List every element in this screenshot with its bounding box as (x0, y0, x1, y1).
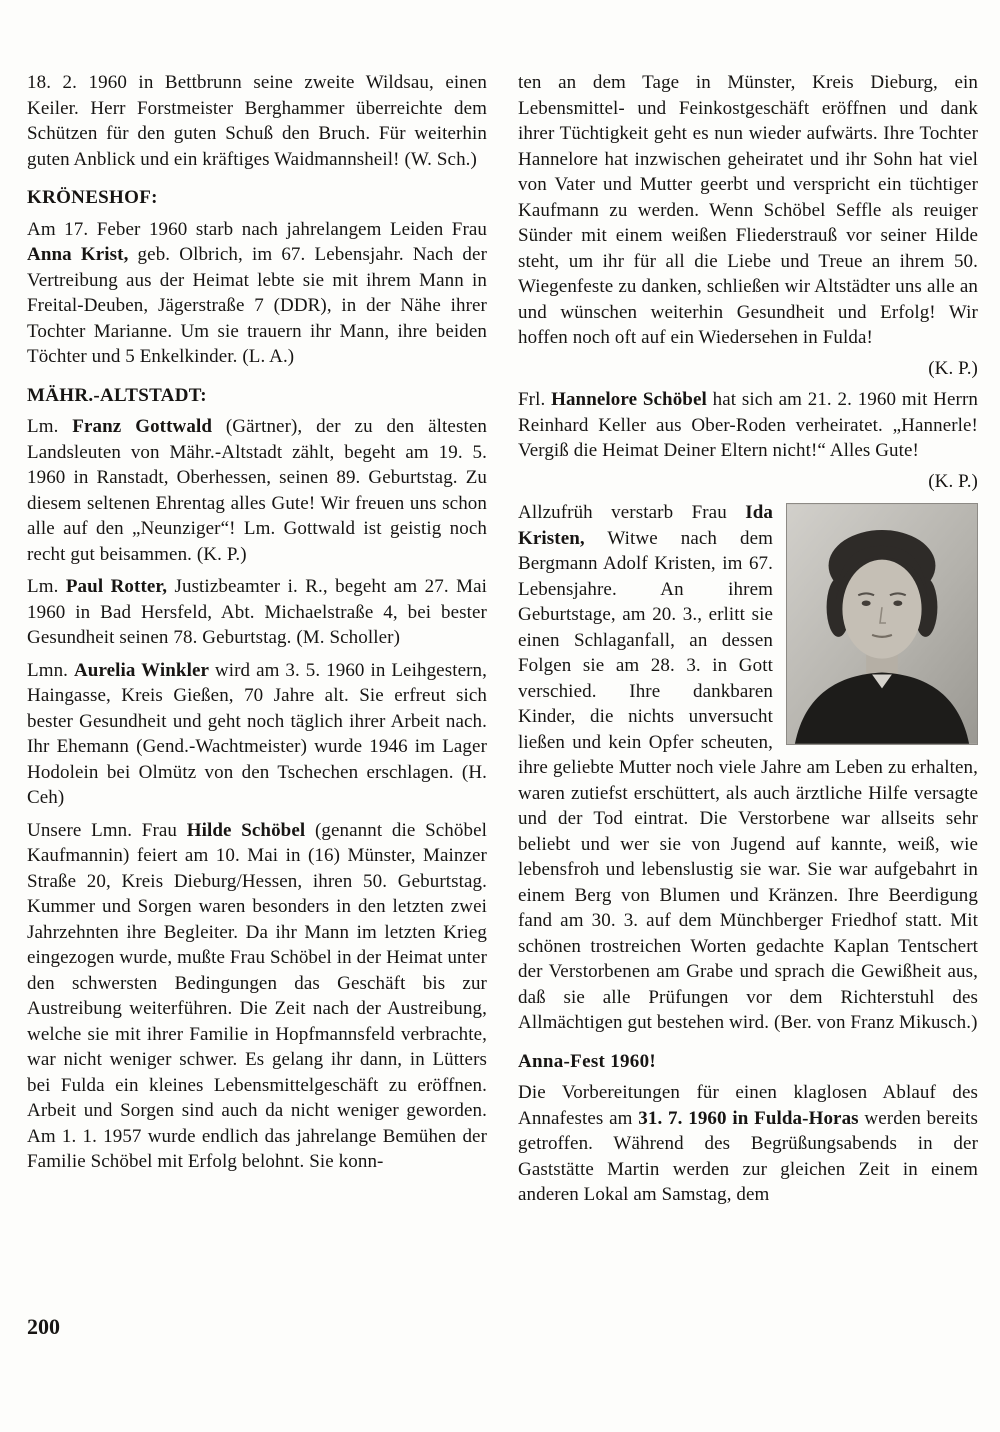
signature: (K. P.) (928, 470, 978, 492)
paragraph (518, 70, 978, 351)
paragraph (27, 818, 487, 1175)
text-run: hat sich am 21. 2. 1960 mit Herrn Reinhard Keller aus Ober-Roden verheiratet. „Hannerle! Vergiß die Heimat Deiner Eltern nicht!“ Alles Gute! (518, 389, 978, 461)
portrait-photo-graphic (787, 504, 977, 744)
section-heading: KRÖNESHOF: (27, 187, 158, 208)
text-run: Lm. (27, 576, 66, 597)
emphasized-name: Ida Kristen, (518, 502, 773, 549)
signature: (K. P.) (928, 357, 978, 379)
portrait-photo (786, 503, 978, 745)
text-run: Witwe nach dem Bergmann Adolf Kristen, im 67. Lebensjahre. An ihrem Geburtstage, am 20. 3., erlitt sie einen Schlaganfall, an dessen Folgen sie am 28. 3. in Gott verschied. Ihre dankbaren Kinder, die nichts unversucht ließen und kein Opfer scheuten, ihre geliebte Mutter noch viele Jahre am Leben zu erhalten, waren zutiefst erschüttert, als auch ärztliche Hilfe versagte und der Tod eintrat. Die Verstorbene war allseits sehr beliebt und wer sie von Jugend auf kannte, weiß, wie lebensfroh und lebenslustig sie war. Sie war aufgebahrt in einem Berg von Blumen und Kränzen. Ihre Beerdigung fand am 30. 3. auf dem Münchberger Friedhof statt. Mit schönen trostreichen Worten gedachte Kaplan Tentschert der Verstorbenen am Grabe und sprach die Gewißheit aus, daß sie alle Prüfungen vor dem Richterstuhl des Allmächtigen gut bestehen wird. (Ber. von Franz Mikusch.) (518, 527, 978, 1033)
paragraph (27, 217, 487, 370)
text-run: 18. 2. 1960 in Bettbrunn seine zweite Wildsau, einen Keiler. Herr Forstmeister Berghammer überreichte dem Schützen für den guten Schuß den Bruch. Für weiterhin guten Anblick und ein kräftiges Waidmannsheil! (W. Sch.) (27, 72, 487, 170)
text-run: Justizbeamter i. R., begeht am 27. Mai 1960 in Bad Hersfeld, Abt. Michaelstraße 4, bei bester Gesundheit seinen 78. Geburtstag. (M. Scholler) (27, 576, 487, 648)
text-run: Lmn. (27, 659, 74, 681)
left-column (27, 70, 487, 1215)
text-run: geb. Olbrich, im 67. Lebensjahr. Nach der Vertreibung aus der Heimat lebte sie mit ihrem Mann in Freital-Deuben, Jägerstraße 7 (DDR), in der Nähe ihrer Tochter Marianne. Um sie trauern ihr Mann, ihre beiden Töchter und 5 Enkelkinder. (L. A.) (27, 244, 487, 367)
section-heading: MÄHR.-ALTSTADT: (27, 384, 207, 406)
emphasized-name: Aurelia Winkler (73, 659, 210, 681)
emphasized-name: Franz Gottwald (72, 416, 212, 437)
emphasized-name: Anna Krist, (27, 244, 129, 265)
emphasized-name: 31. 7. 1960 in Fulda-Horas (638, 1107, 859, 1129)
text-run: Die Vorbereitungen für einen klaglosen Ablauf des Annafestes am (518, 1082, 978, 1129)
text-run: wird am 3. 5. 1960 in Leihgestern, Haingasse, Kreis Gießen, 70 Jahre alt. Sie erfreut sich bester Gesundheit und geht noch täglich ihrer Arbeit nach. Ihr Ehemann (Gend.-Wachtmeister) wurde 1946 im Lager Hodolein bei Olmütz von den Tschechen erschlagen. (H. Ceh) (27, 659, 487, 808)
emphasized-name: Paul Rotter, (65, 576, 168, 597)
text-run: (genannt die Schöbel Kaufmannin) feiert am 10. Mai in (16) Münster, Mainzer Straße 20, Kreis Dieburg/Hessen, ihren 50. Geburtstag. Kummer und Sorgen waren besonders in den letzten zwei Jahrzehnten ihre Begleiter. Da ihr Mann im letzten Krieg eingezogen wurde, mußte Frau Schöbel in der Heimat unter den schwersten Bedingungen das Geschäft bis zur Austreibung weiterführen. Die Zeit nach der Austreibung, welche sie mit ihrer Familie in Hopfmannsfeld verbrachte, war nicht weniger schwer. Es gelang ihr dann, in Lütters bei Fulda ein kleines Lebensmittelgeschäft zu eröffnen. Arbeit und Sorgen sind auch da nicht weniger geworden. Am 1. 1. 1957 wurde endlich das jahrelange Bemühen der Familie Schöbel mit Erfolg belohnt. Sie konn- (27, 819, 487, 1172)
section-heading: Anna-Fest 1960! (518, 1050, 657, 1072)
text-run: Lm. (27, 416, 73, 437)
page-number: 200 (27, 1314, 60, 1339)
text-run: Frl. (518, 389, 552, 410)
text-run: (Gärtner), der zu den ältesten Landsleuten von Mähr.-Altstadt zählt, begeht am 19. 5. 1960 in Ranstadt, Oberhessen, seinen 89. Geburtstag. Zu diesem seltenen Ehrentag alles Gute! Wir freuen uns schon alle auf den „Neunziger“! Lm. Gottwald ist geistig noch recht gut beisammen. (K. P.) (27, 416, 487, 565)
paragraph (518, 500, 978, 1036)
text-run: ten an dem Tage in Münster, Kreis Dieburg, ein Lebensmittel- und Feinkostgeschäft eröffnen und dank ihrer Tüchtigkeit geht es nun wieder aufwärts. Ihre Tochter Hannelore hat inzwischen geheiratet und ihr Sohn hat viel von Vater und Mutter geerbt und verspricht ein tüchtiger Kaufmann zu werden. Wenn Schöbel Seffle als reuiger Sünder mit einem weißen Fliederstrauß vor seiner Hilde steht, um ihr für all die Liebe und Treue an ihrem 50. Wiegenfeste zu danken, schließen wir Altstädter uns alle an und wünschen weiterhin Gesundheit und Erfolg! Wir hoffen noch oft auf ein Wiedersehen in Fulda! (518, 72, 978, 348)
right-column (518, 70, 978, 1215)
emphasized-name: Hannelore Schöbel (551, 389, 707, 410)
paragraph (27, 658, 487, 811)
paragraph (27, 70, 487, 172)
text-columns (27, 70, 978, 1215)
emphasized-name: Hilde Schöbel (186, 819, 306, 841)
paragraph (27, 574, 487, 651)
text-run: Am 17. Feber 1960 starb nach jahrelangem Leiden Frau (27, 218, 487, 240)
text-run: Allzufrüh verstarb Frau (518, 502, 746, 523)
paragraph (518, 1080, 978, 1208)
text-run: werden bereits getroffen. Während des Begrüßungsabends in der Gaststätte Martin werden zur gleichen Zeit in einem anderen Lokal am Samstag, dem (518, 1107, 978, 1205)
paragraph (518, 387, 978, 464)
text-run: Unsere Lmn. Frau (27, 819, 187, 841)
paragraph (27, 414, 487, 567)
